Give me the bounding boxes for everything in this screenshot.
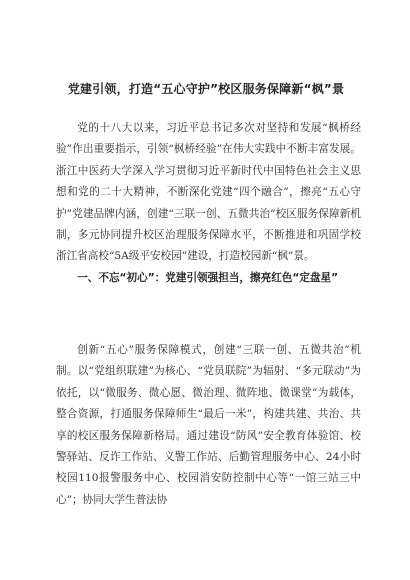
intro-paragraph: 党的十八大以来，习近平总书记多次对坚持和发展“枫桥经验”作出重要指示，引领“枫桥经验”在伟大实践中不断丰富发展。浙江中医药大学深入学习贯彻习近平新时代中国特色社会主义思想和党的二十大精神，不断深化党建“四个融合”，擦亮“五心守护”党建品牌内涵，创建“三联一创、五微共治”校区服务保障新机制，多元协同提升校区治理服务保障水平，不断推进和巩固学校浙江省高校“5A级平安校园”建设，打造校园新“枫”景。 [56,122,361,263]
section-paragraph: 创新“五心”服务保障模式，创建“三联一创、五微共治”机制。以“党组织联建”为核心、“党员联院”为辐射、“多元联动”为依托，以“微服务、微心愿、微治理、微阵地、微课堂”为载体，整合资源，打通服务保障师生“最后一米”，构建共建、共治、共享的校区服务保障新格局。通过建设“防风”安全教育体验馆、校警驿站、反诈工作站、义警工作站、后勤管理服务中心、24小时校园110报警服务中心、校园消安防控制中心等“一馆三站三中心”；协同大学生普法协 [56,344,361,506]
section-heading: 一、不忘“初心”：党建引领强担当，擦亮红色“定盘星” [77,272,339,284]
document-title: 党建引领，打造“五心守护”校区服务保障新“枫”景 [67,82,345,96]
